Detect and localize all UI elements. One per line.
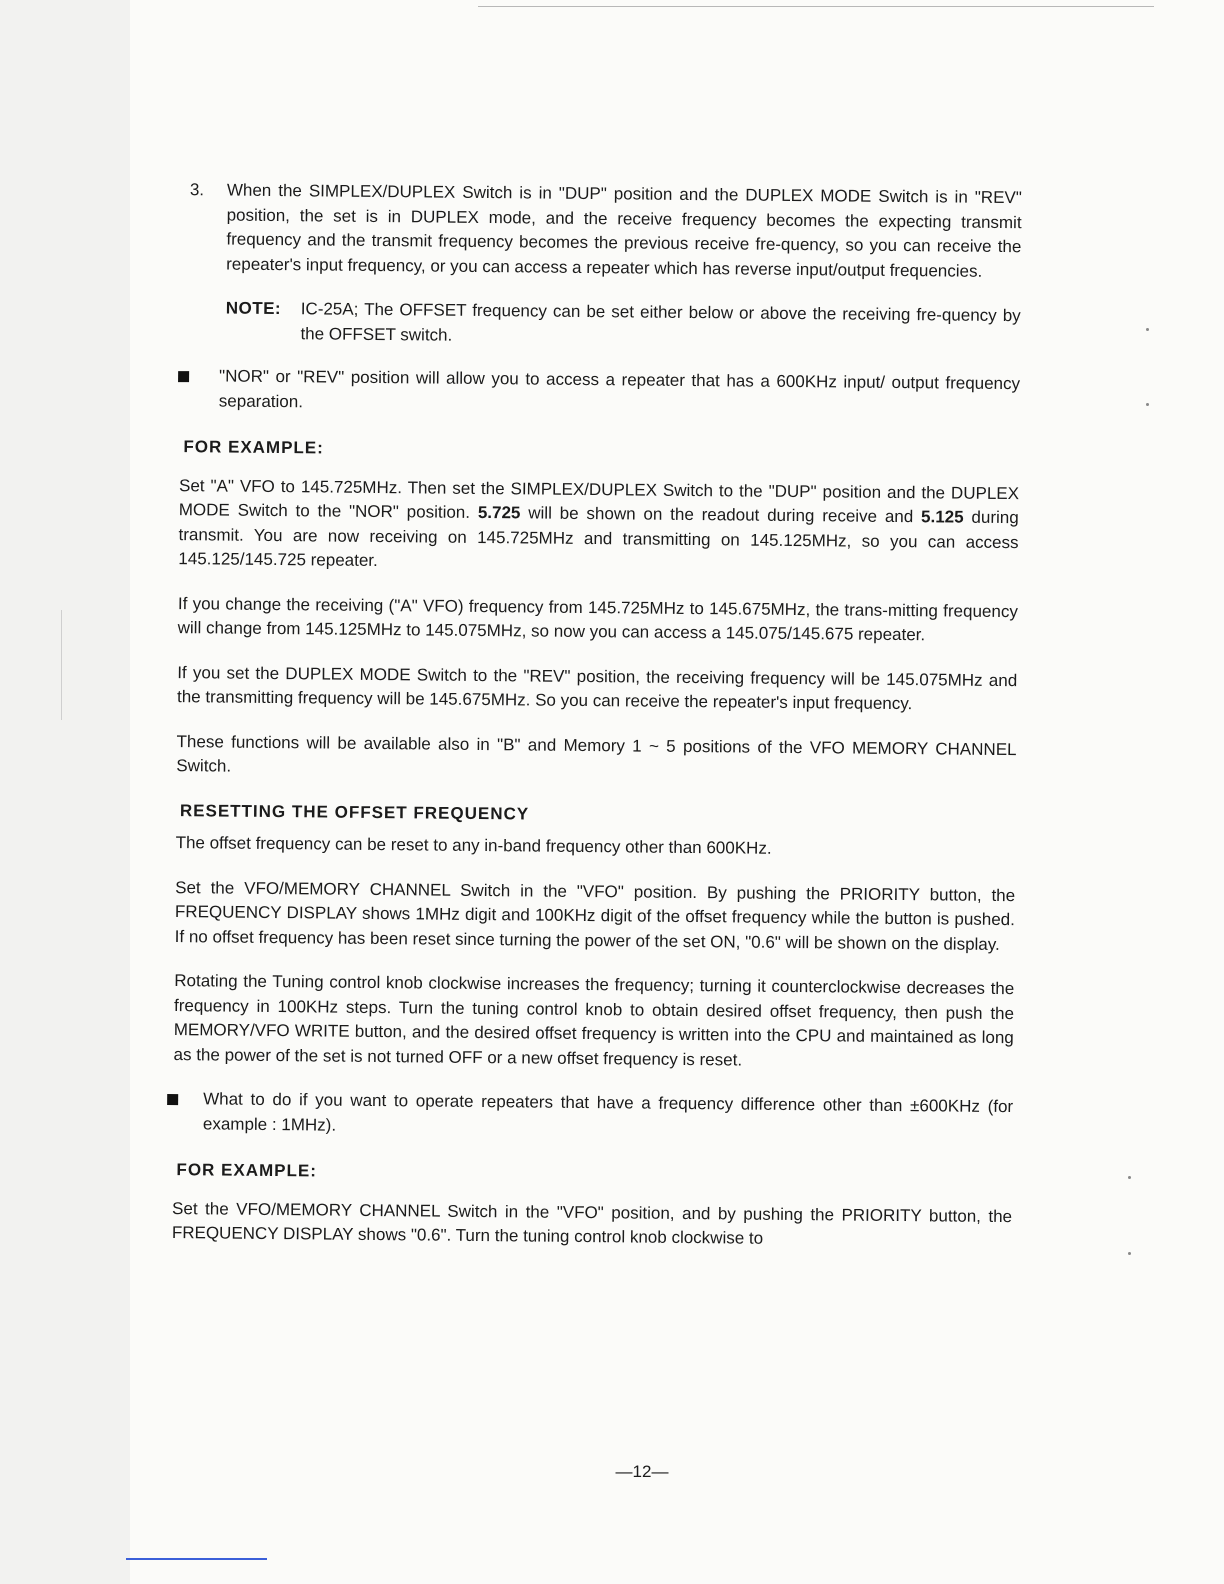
note <box>225 297 1020 354</box>
scan-margin-mark <box>61 610 62 720</box>
top-scan-rule <box>478 6 1154 7</box>
resetting-paragraph-1: The offset frequency can be reset to any in-band frequency other than 600KHz. <box>175 833 772 858</box>
example-paragraph-1 <box>178 474 1019 580</box>
resetting-paragraph-2: Set the VFO/MEMORY CHANNEL Switch in the "VFO" position. By pushing the PRIORITY button, the FREQUENCY DISPLAY shows 1MHz digit and 100KHz digit of the offset frequency while the button is pushed. If no offset frequency has been reset since turning the power of the set ON, "0.6" will be shown on the display. <box>174 877 1016 954</box>
page-number: —12— <box>615 1462 669 1481</box>
readout-value: 5.725 <box>477 502 521 523</box>
bullet-text: "NOR" or "REV" position will allow you to access a repeater that has a 600KHz input/ output frequency separation. <box>218 366 1021 411</box>
example-paragraph-4: These functions will be available also in "B" and Memory 1 ~ 5 positions of the VFO MEMORY CHANNEL Switch. <box>176 731 1017 776</box>
scan-speck <box>1146 403 1149 406</box>
scan-speck <box>1128 1252 1131 1255</box>
item-text: When the SIMPLEX/DUPLEX Switch is in "DUP" position and the DUPLEX MODE Switch is in "REV" position, the set is in DUPLEX mode, and the receive frequency becomes the expecting transmit frequency and the transmit frequency becomes the previous receive fre-quency, so you can receive the repeater's input frequency, or you can access a repeater which has reverse input/output frequencies. <box>226 180 1022 281</box>
readout-value: 5.125 <box>921 507 964 527</box>
resetting-paragraph-3: Rotating the Tuning control knob clockwise increases the frequency; turning it counterclockwise decreases the frequency in 100KHz steps. Turn the tuning control knob to obtain desired offset frequency, then push the MEMORY/VFO WRITE button, and the desired offset frequency is written into the CPU and maintained as long as the power of the set is not turned OFF or a new offset frequency is reset. <box>173 971 1015 1070</box>
note-text: IC-25A; The OFFSET frequency can be set either below or above the receiving fre-quency by the OFFSET switch. <box>300 299 1021 345</box>
bullet-item <box>178 364 1020 421</box>
numbered-item-3 <box>189 178 1022 284</box>
example-paragraph-3: If you set the DUPLEX MODE Switch to the "REV" position, the receiving frequency will be 145.075MHz and the transmitting frequency will be 145.675MHz. So you can receive the repeater's input frequency. <box>176 662 1018 714</box>
example-paragraph: Set the VFO/MEMORY CHANNEL Switch in the "VFO" position, and by pushing the PRIORITY button, the FREQUENCY DISPLAY shows "0.6". Turn the tuning control knob clockwise to <box>171 1198 1013 1248</box>
scan-margin-shade <box>0 0 130 1584</box>
scan-speck <box>1128 1176 1131 1179</box>
for-example-heading: FOR EXAMPLE: <box>183 437 324 458</box>
bullet-text: What to do if you want to operate repeaters that have a frequency difference other than ±600KHz (for example : 1MHz). <box>202 1089 1014 1135</box>
bottom-scan-rule <box>126 1558 267 1560</box>
example-text: during transmit. You are now receiving on 145.725MHz and transmitting on 145.125MHz, so you can access 145.125/145.725 repeater. <box>178 507 1019 570</box>
item-number: 3. <box>189 180 205 200</box>
for-example-heading: FOR EXAMPLE: <box>176 1160 318 1181</box>
section-heading-resetting: RESETTING THE OFFSET FREQUENCY <box>179 800 530 823</box>
note-label: NOTE: <box>225 298 282 319</box>
scan-speck <box>1146 328 1149 331</box>
example-text: will be shown on the readout during receive and <box>528 503 914 527</box>
document-body <box>162 178 1022 1274</box>
example-paragraph-2: If you change the receiving ("A" VFO) frequency from 145.725MHz to 145.675MHz, the trans-mitting frequency will change from 145.125MHz to 145.075MHz, so now you can access a 145.075/145.675 repeater. <box>177 593 1018 645</box>
bullet-square-icon <box>178 371 189 382</box>
example-text: Set "A" VFO to 145.725MHz. Then set the SIMPLEX/DUPLEX Switch to the "DUP" position and the DUPLEX MODE Switch to the "NOR" position. <box>178 475 1020 522</box>
bullet-square-icon <box>167 1094 178 1105</box>
bullet-item <box>167 1087 1013 1144</box>
